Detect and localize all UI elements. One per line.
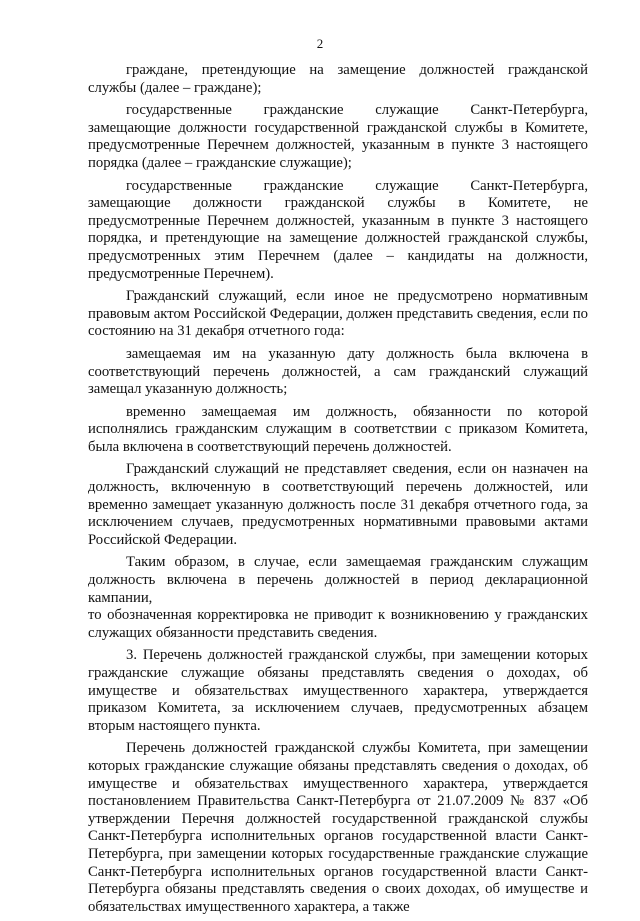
paragraph: Перечень должностей гражданской службы Комитета, при замещении которых гражданские служащие обязаны представлять сведения о доходах, об имуществе и обязательствах имущественного характера, утверждается постановлением Правительства Санкт-Петербурга от 21.07.2009 № 837 «Об утверждении Перечня должностей государственной гражданской службы Санкт-Петербурга исполнительных органов государственной власти Санкт-Петербурга, при замещении которых государственные гражданские служащие Санкт-Петербурга исполнительных органов государственной власти Санкт-Петербурга обязаны представлять сведения о своих доходах, об имуществе и обязательствах имущественного характера, а также	[88, 740, 588, 915]
paragraph: 3. Перечень должностей гражданской службы, при замещении которых гражданские служащие обязаны представлять сведения о доходах, об имуществе и обязательствах имущественного характера, утверждается приказом Комитета, за исключением случаев, предусмотренных абзацем вторым настоящего пункта.	[88, 647, 588, 734]
paragraph: государственные гражданские служащие Санкт-Петербурга, замещающие должности гражданской службы в Комитете, не предусмотренные Перечнем должностей, указанным в пункте 3 настоящего порядка, и претендующие на замещение должностей гражданской службы, предусмотренных этим Перечнем (далее – кандидаты на должности, предусмотренные Перечнем).	[88, 177, 588, 282]
paragraph: Таким образом, в случае, если замещаемая гражданским служащим должность включена в перечень должностей в период декларационной кампании,	[88, 554, 588, 606]
page-number: 2	[316, 36, 324, 51]
document-body	[88, 62, 588, 921]
paragraph: то обозначенная корректировка не приводит к возникновению у гражданских служащих обязанности представить сведения.	[88, 607, 588, 641]
paragraph: замещаемая им на указанную дату должность была включена в соответствующий перечень должностей, а сам гражданский служащий замещал указанную должность;	[88, 345, 588, 398]
paragraph: граждане, претендующие на замещение должностей гражданской службы (далее – граждане);	[88, 62, 588, 96]
paragraph: государственные гражданские служащие Санкт-Петербурга, замещающие должности государственной гражданской службы в Комитете, предусмотренные Перечнем должностей, указанным в пункте 3 настоящего порядка (далее – гражданские служащие);	[88, 102, 588, 171]
paragraph: Гражданский служащий не представляет сведения, если он назначен на должность, включенную в соответствующий перечень должностей, или временно замещает указанную должность после 31 декабря отчетного года, за исключением случаев, предусмотренных нормативными правовыми актами Российской Федерации.	[88, 461, 588, 548]
paragraph: Гражданский служащий, если иное не предусмотрено нормативным правовым актом Российской Федерации, должен представить сведения, если по состоянию на 31 декабря отчетного года:	[88, 288, 588, 340]
paragraph: временно замещаемая им должность, обязанности по которой исполнялись гражданским служащим в соответствии с приказом Комитета, была включена в соответствующий перечень должностей.	[88, 403, 588, 455]
